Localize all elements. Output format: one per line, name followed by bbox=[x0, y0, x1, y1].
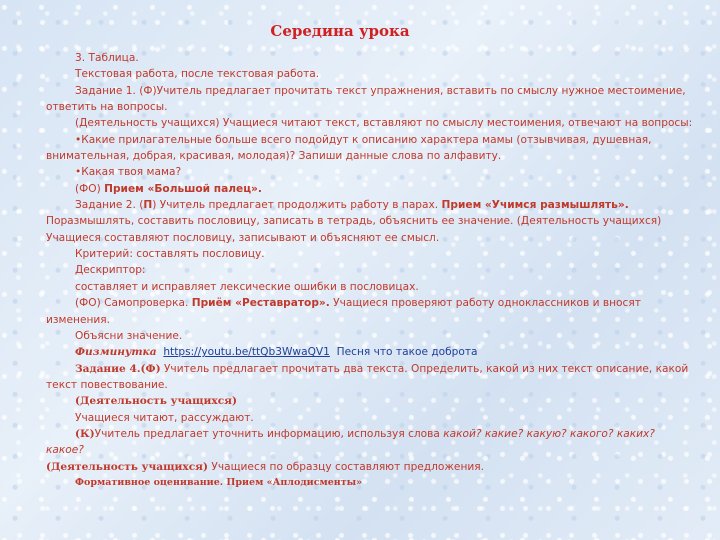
paragraph bbox=[46, 475, 694, 491]
task-text: ) Учитель предлагает продолжить работу в парах. bbox=[152, 199, 442, 212]
paragraph bbox=[46, 197, 694, 246]
paragraph: •Какие прилагательные больше всего подойдут к описанию характера мамы (отзывчивая, душевная, внимательная, добрая, красивая, молодая)? Запиши данные слова по алфавиту. bbox=[46, 133, 652, 163]
task-text: Учащиеся по образцу составляют предложения. bbox=[208, 460, 485, 473]
page-title: Середина урока bbox=[270, 22, 410, 40]
technique-name: Прием «Большой палец». bbox=[104, 182, 262, 195]
fo-label: (ФО) bbox=[75, 182, 105, 195]
paragraph: составляет и исправляет лексические ошибки в пословицах. bbox=[75, 280, 419, 293]
paragraph: (Деятельность учащихся) Учащиеся читают текст, вставляют по смыслу местоимения, отвечают на вопросы: bbox=[75, 117, 693, 130]
task-text: Учитель предлагает прочитать два текста. Определить, какой из них текст описание, какой текст повествование. bbox=[46, 362, 689, 391]
paragraph: •Какая твоя мама? bbox=[75, 166, 182, 179]
task-text: Поразмышлять, составить пословицу, записать в тетрадь, объяснить ее значение. (Деятельность учащихся) Учащиеся составляют пословицу, записывают и объясняют ее смысл. bbox=[46, 215, 662, 244]
paragraph: 3. Таблица. bbox=[75, 52, 139, 64]
paragraph bbox=[46, 361, 694, 394]
technique-name: Прием «Учимся размышлять». bbox=[441, 199, 629, 212]
paragraph bbox=[46, 295, 694, 328]
section-label: Физминутка bbox=[75, 346, 157, 359]
paragraph: Дескриптор: bbox=[75, 264, 146, 277]
task-text: Учащиеся проверяют работу одноклассников и вносят изменения. bbox=[46, 297, 641, 326]
technique-name: Приём «Реставратор». bbox=[191, 297, 330, 310]
paragraph: Объясни значение. bbox=[75, 329, 183, 342]
technique-name: Прием «Аплодисменты» bbox=[223, 476, 363, 488]
paragraph bbox=[46, 426, 694, 459]
paragraph: Текстовая работа, после текстовая работа. bbox=[75, 68, 320, 81]
paragraph bbox=[46, 459, 694, 475]
paragraph bbox=[46, 344, 694, 360]
lesson-text bbox=[46, 50, 694, 491]
paragraph: Критерий: составлять пословицу. bbox=[75, 248, 265, 261]
paragraph bbox=[46, 181, 694, 197]
question-words: какой? какие? какую? какого? каких? какое? bbox=[46, 427, 655, 457]
song-title: Песня что такое доброта bbox=[336, 346, 478, 359]
task-label: Задание 2. ( bbox=[75, 199, 144, 212]
task-label: Задание 4.(Ф) bbox=[75, 362, 161, 375]
paragraph: (Деятельность учащихся) bbox=[75, 395, 237, 408]
paragraph: Задание 1. (Ф)Учитель предлагает прочитать текст упражнения, вставить по смыслу нужное местоимение, ответить на вопросы. bbox=[46, 84, 686, 114]
task-text: Учитель предлагает уточнить информацию, используя слова bbox=[94, 427, 444, 440]
section-label: Формативное оценивание. bbox=[75, 476, 224, 488]
section-label: (Деятельность учащихся) bbox=[46, 460, 208, 473]
task-text: (ФО) Самопроверка. bbox=[75, 297, 192, 310]
video-link[interactable]: https://youtu.be/ttQb3WwaQV1 bbox=[163, 346, 330, 359]
paragraph: Учащиеся читают, рассуждают. bbox=[75, 411, 254, 424]
task-type: (К) bbox=[75, 427, 95, 440]
task-type: П bbox=[143, 199, 153, 212]
